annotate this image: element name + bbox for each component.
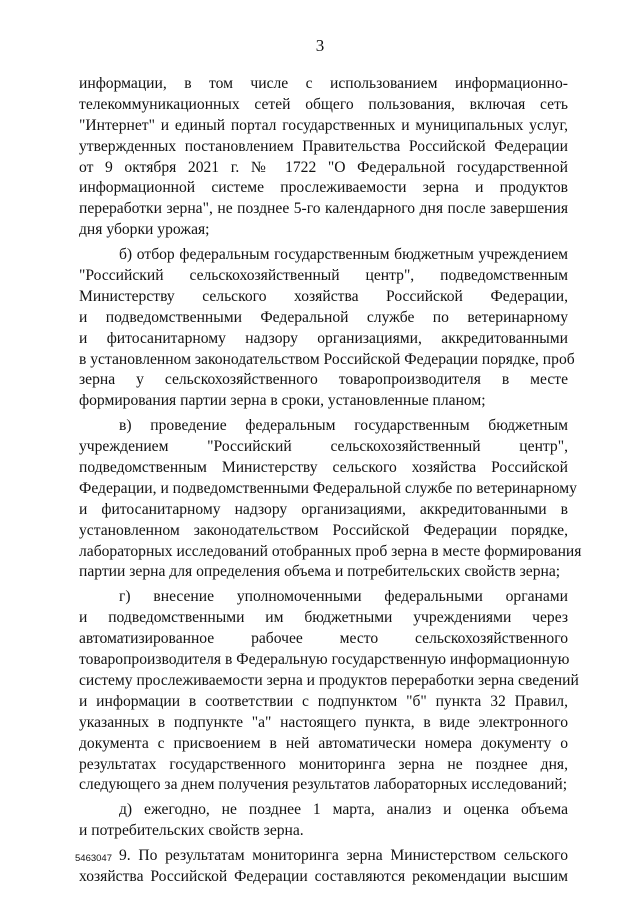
text-line: д) ежегодно, не позднее 1 марта, анализ и оценка объема [119,801,568,819]
text-line: подведомственным Министерству сельского хозяйства Российской [79,459,568,477]
text-line: телекоммуникационных сетей общего пользования, включая сеть [79,95,568,113]
text-line: систему прослеживаемости зерна и продуктов переработки зерна сведений [79,671,579,689]
text-line: в) проведение федеральным государственным бюджетным [119,417,568,435]
text-line: г) внесение уполномоченными федеральными органами [119,588,568,606]
page-number: 3 [315,36,325,55]
text-line: партии зерна для определения объема и потребительских свойств зерна; [79,563,561,581]
text-line: хозяйства Российской Федерации составляются рекомендации высшим [79,867,568,885]
text-line: б) отбор федеральным государственным бюджетным учреждением [119,246,568,264]
text-line: и фитосанитарному надзору организациями, аккредитованными [79,329,568,347]
text-line: переработки зерна", не позднее 5-го календарного дня после завершения [79,200,568,218]
text-line: от 9 октября 2021 г. № 1722 "О Федеральной государственной [79,158,568,176]
text-line: учреждением "Российский сельскохозяйственный центр", [79,438,568,456]
text-line: и фитосанитарному надзору организациями, аккредитованными в [79,500,568,518]
text-line: автоматизированное рабочее место сельскохозяйственного [79,630,568,648]
text-line: информации, в том числе с использованием информационно- [79,75,568,92]
text-line: Федерации, и подведомственными Федеральной службе по ветеринарному [79,479,577,497]
text-line: в установленном законодательством Российской Федерации порядке, проб [79,350,575,368]
text-line: утвержденных постановлением Правительства Российской Федерации [79,137,568,155]
text-line: указанных в подпункте "а" настоящего пункта, в виде электронного [79,713,568,731]
text-line: Министерству сельского хозяйства Российской Федерации, [79,287,568,305]
text-line: "Интернет" и единый портал государственных и муниципальных услуг, [79,116,568,134]
text-line: зерна у сельскохозяйственного товаропроизводителя в месте [79,371,568,389]
document-code: 5463047 [75,853,112,864]
text-line: установленном законодательством Российской Федерации порядке, [79,521,568,539]
text-line: результатах государственного мониторинга зерна не позднее дня, [79,755,568,773]
document-body [79,74,582,888]
text-line: 9. По результатам мониторинга зерна Министерством сельского [119,847,568,865]
text-line: и информации в соответствии с подпунктом "б" пункта 32 Правил, [79,692,568,710]
text-line: формирования партии зерна в сроки, установленные планом; [79,392,486,410]
text-line: информационной системе прослеживаемости зерна и продуктов [79,179,568,197]
text-line: "Российский сельскохозяйственный центр", подведомственным [79,267,568,285]
text-line: дня уборки урожая; [79,221,210,239]
text-line: товаропроизводителя в Федеральную государственную информационную [79,651,570,669]
text-line: и подведомственными Федеральной службе по ветеринарному [79,308,568,326]
text-line: документа с присвоением в ней автоматически номера документу о [79,734,568,752]
text-line: лабораторных исследований отобранных проб зерна в месте формирования [79,542,582,560]
text-line: следующего за днем получения результатов лабораторных исследований; [79,776,568,794]
text-line: и подведомственными им бюджетными учреждениями через [79,609,568,627]
text-line: и потребительских свойств зерна. [79,822,304,840]
